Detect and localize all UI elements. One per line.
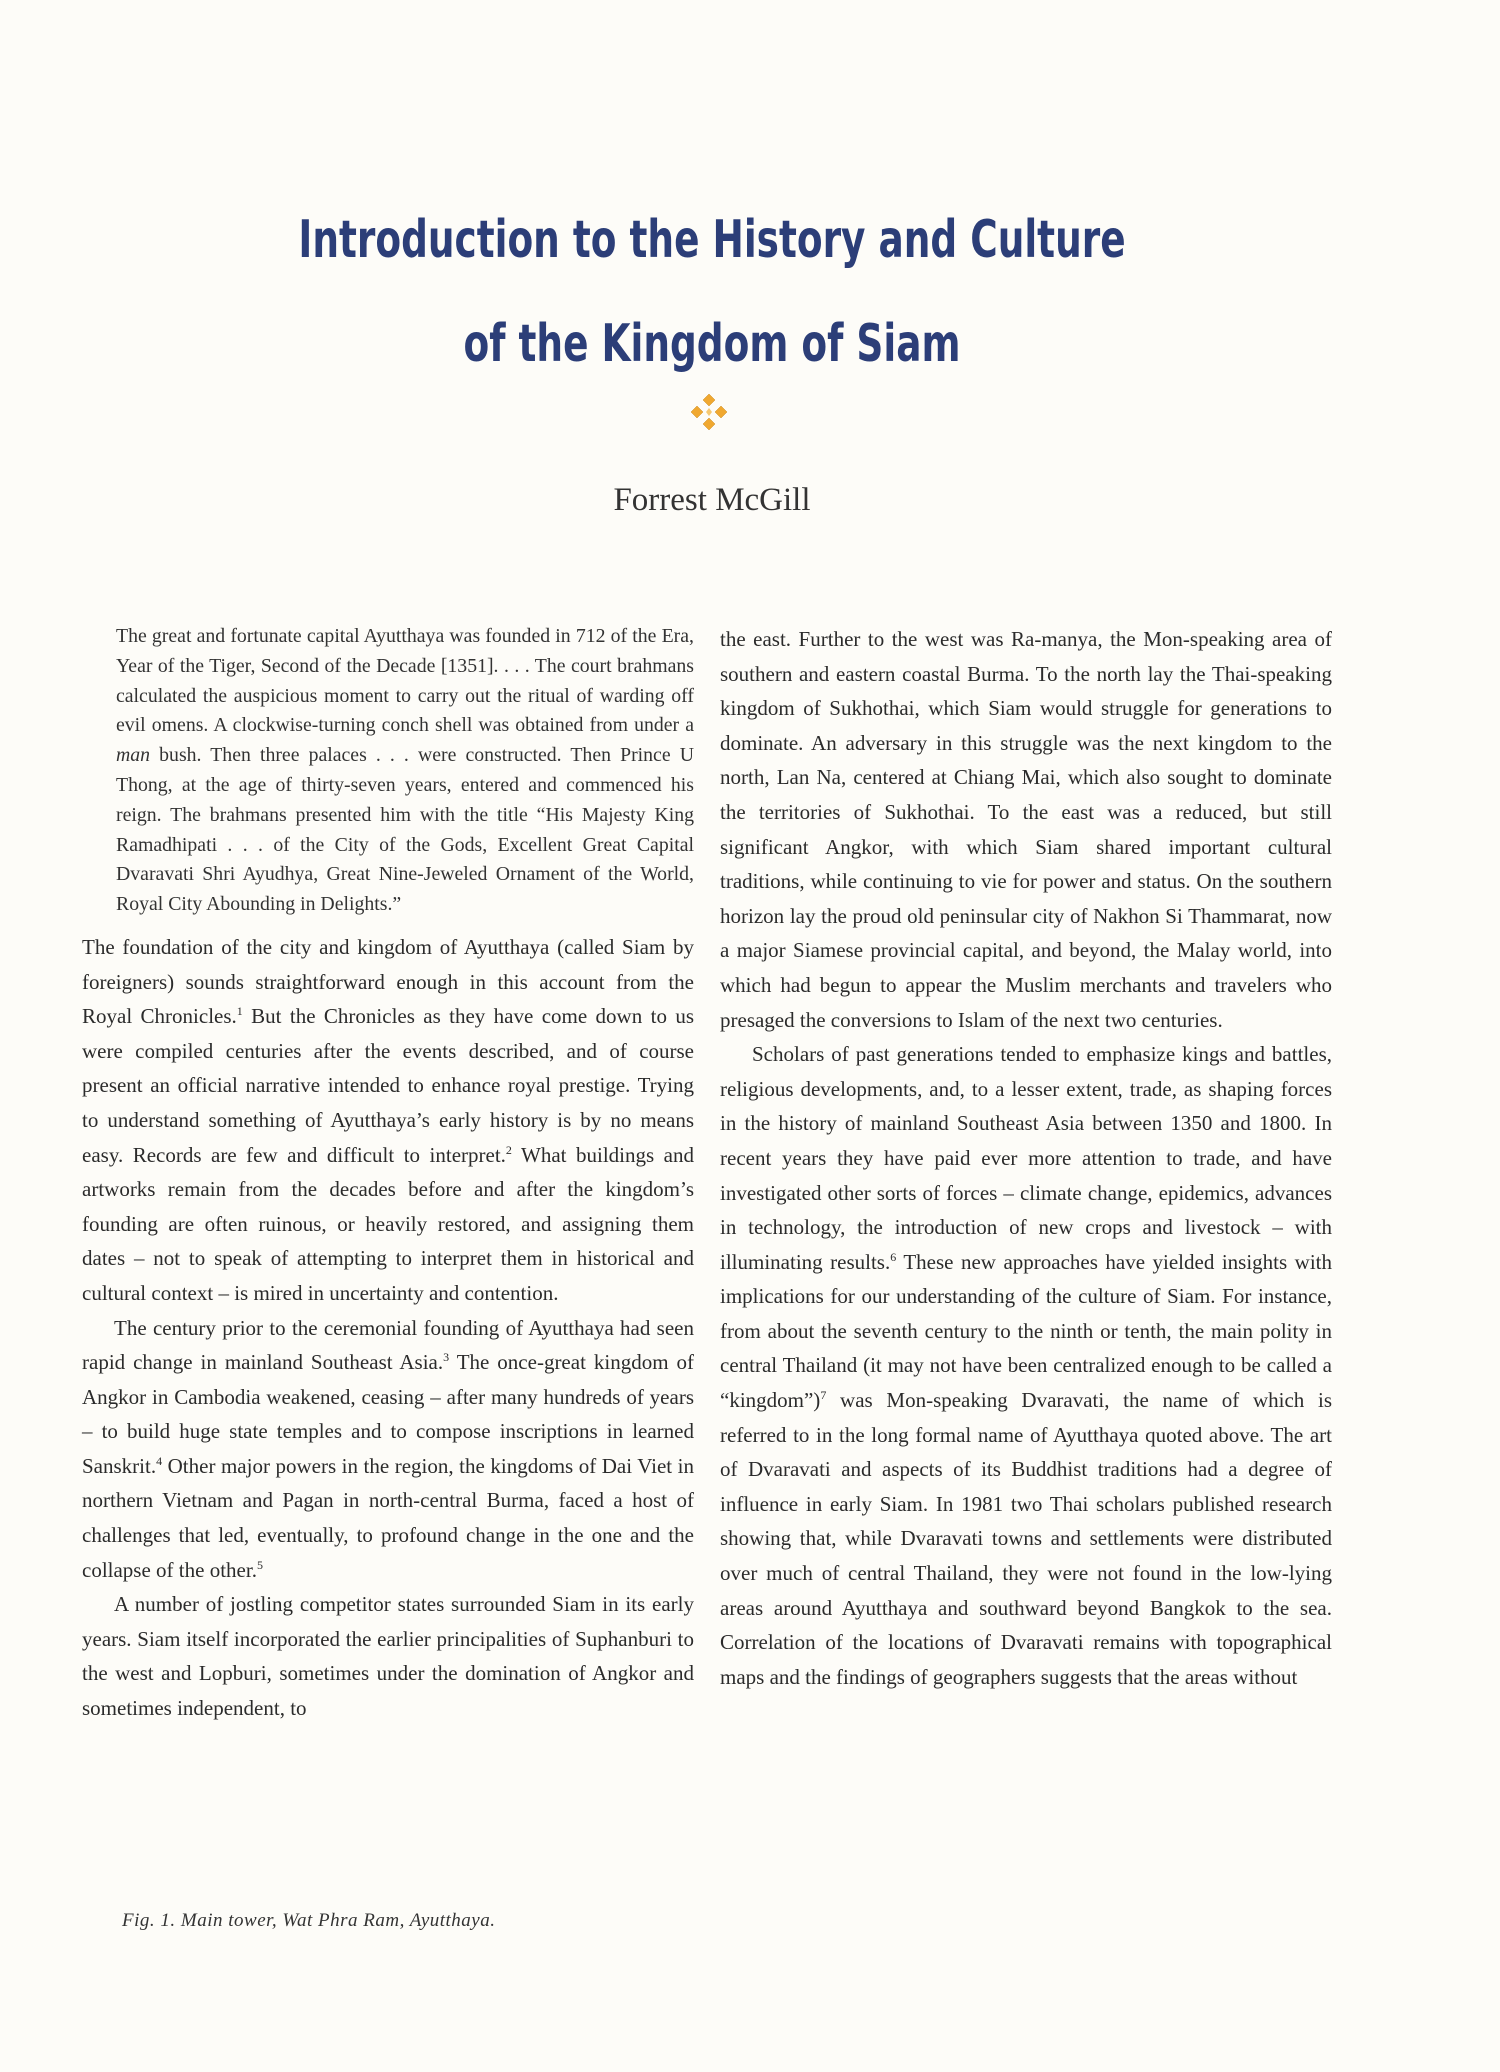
paragraph-5: Scholars of past generations tended to emphasize kings and battles, religious developments, and, to a lesser extent, trade, as shaping forces in the history of mainland Southeast Asia between 1350 and 1800. In recent years they have paid ever more attention to trade, and have investigated other sorts of forces – climate change, epidemics, advances in technology, the introduction of new crops and livestock – with illuminating results.$^6$ These new approaches have yielded insights with implications for our understanding of the culture of Siam. For instance, from about the seventh century to the ninth or tenth, the main polity in central Thailand (it may not have been centralized enough to be called a “kingdom”)$^7$ was Mon-speaking Dvaravati, the name of which is referred to in the long formal name of Ayutthaya quoted above. The art of Dvaravati and aspects of its Buddhist traditions had a degree of influence in early Siam. In 1981 two Thai scholars published research showing that, while Dvaravati towns and settlements were distributed over much of central Thailand, they were not found in the low-lying areas around Ayutthaya and southward beyond Bangkok to the sea. Correlation of the locations of Dvaravati remains with topographical maps and the findings of geographers suggests that the areas without (720, 1042, 1332, 1689)
right-column (720, 622, 1332, 1694)
footnote-5: 5 (256, 1557, 263, 1572)
left-column (82, 622, 694, 1726)
footnote-1: 1 (236, 1004, 243, 1019)
author-name: Forrest McGill (613, 482, 811, 518)
paragraph-3: A number of jostling competitor states surrounded Siam in its early years. Siam itself incorporated the earlier principalities of Suphanburi to the west and Lopburi, sometimes under the domination of Angkor and sometimes independent, to (82, 1592, 694, 1721)
footnote-3: 3 (443, 1350, 450, 1365)
paragraph-1: The foundation of the city and kingdom of Ayutthaya (called Siam by foreigners) sounds straightforward enough in this account from the Royal Chronicles.$^1$ But the Chronicles as they have come down to us were compiled centuries after the events described, and of course present an official narrative intended to enhance royal prestige. Trying to understand something of Ayutthaya’s early history is by no means easy. Records are few and difficult to interpret.$^2$ What buildings and artworks remain from the decades before and after the kingdom’s founding are often ruinous, or heavily restored, and assigning them dates – not to speak of attempting to interpret them in historical and cultural context – is mired in uncertainty and contention. (82, 934, 695, 1305)
footnote-7: 7 (820, 1388, 827, 1403)
figure-caption: Fig. 1. Main tower, Wat Phra Ram, Ayutthaya. (122, 1910, 496, 1931)
footnote-6: 6 (890, 1249, 897, 1264)
diamond-ornament-icon (684, 390, 734, 440)
title-line-2: of the Kingdom of Siam (463, 314, 961, 374)
paragraph-2: The century prior to the ceremonial founding of Ayutthaya had seen rapid change in mainland Southeast Asia.$^3$ The once-great kingdom of Angkor in Cambodia weakened, ceasing – after many hundreds of years – to build huge state temples and to compose inscriptions in learned Sanskrit.$^4$ Other major powers in the region, the kingdoms of Dai Viet in northern Vietnam and Pagan in north-central Burma, faced a host of challenges that led, eventually, to profound change in the one and the collapse of the other.$^5$ (82, 1315, 694, 1582)
title-line-1: Introduction to the History and Culture (298, 210, 1126, 270)
epigraph-quote: The great and fortunate capital Ayutthaya was founded in 712 of the Era, Year of the Tiger, Second of the Decade [1351]. . . . The court brahmans calculated the auspicious moment to carry out the ritual of warding off evil omens. A clockwise-turning conch shell was obtained from under a man bush. Then three palaces . . . were constructed. Then Prince U Thong, at the age of thirty-seven years, entered and commenced his reign. The brahmans presented him with the title “His Majesty King Ramadhipati . . . of the City of the Gods, Excellent Great Capital Dvaravati Shri Ayudhya, Great Nine-Jeweled Ornament of the World, Royal City Abounding in Delights.” (116, 625, 694, 916)
paragraph-4: the east. Further to the west was Ra-manya, the Mon-speaking area of southern and eastern coastal Burma. To the north lay the Thai-speaking kingdom of Sukhothai, which Siam would struggle for generations to dominate. An adversary in this struggle was the next kingdom to the north, Lan Na, centered at Chiang Mai, which also sought to dominate the territories of Sukhothai. To the east was a reduced, but still significant Angkor, with which Siam shared important cultural traditions, while continuing to vie for power and status. On the southern horizon lay the proud old peninsular city of Nakhon Si Thammarat, now a major Siamese provincial capital, and beyond, the Malay world, into which had begun to appear the Muslim merchants and travelers who presaged the conversions to Islam of the next two centuries. (720, 627, 1332, 1032)
footnote-4: 4 (156, 1453, 163, 1468)
footnote-2: 2 (505, 1142, 512, 1157)
article-title (0, 188, 1424, 396)
